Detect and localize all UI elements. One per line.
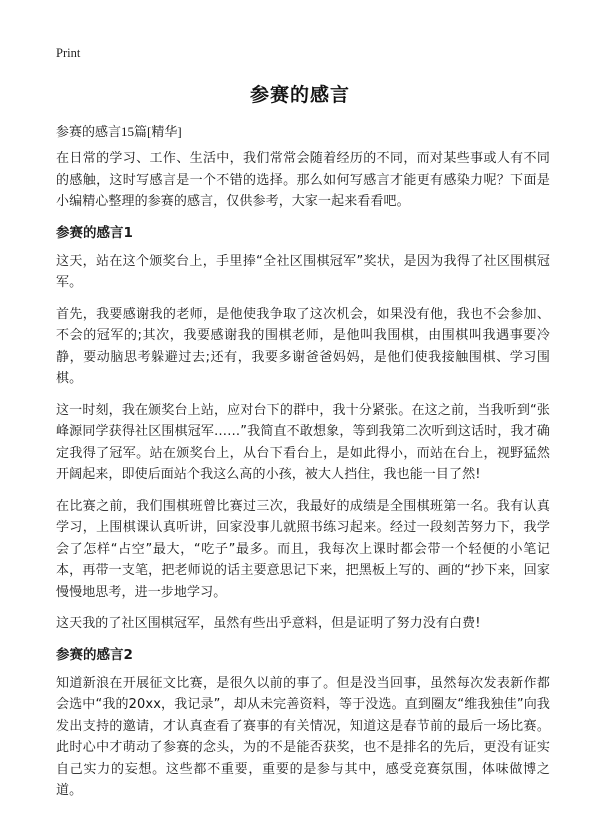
body-paragraph: 知道新浪在开展征文比赛，是很久以前的事了。但是没当回事，虽然每次发表新作都会选中“我的20xx，我记录”，却从未完善资料，等于没选。直到圈友“维我独佳”向我发出支持的邀请，才认真查看了赛事的有关情况，知道这是春节前的最后一场比赛。此时心中才萌动了参赛的念头，为的不是能否获奖，也不是排名的先后，更没有证实自己实力的妄想。这些都不重要，重要的是参与其中，感受竞赛氛围，体味做博之道。 (56, 675, 550, 798)
page-title: 参赛的感言 (249, 84, 350, 106)
document-body (56, 148, 550, 812)
section-heading: 参赛的感言2 (56, 646, 133, 663)
body-paragraph: 这一时刻，我在颁奖台上站，应对台下的群中，我十分紧张。在这之前，当我听到“张峰源同学获得社区围棋冠军……”我简直不敢想象，等到我第二次听到这话时，我才确定我得了冠军。站在颁奖台上，从台下看台上，是如此得小，而站在台上，视野猛然开阔起来，即使后面站个我这么高的小孩，被大人挡住，我也能一目了然! (56, 402, 550, 482)
body-paragraph: 这天我的了社区围棋冠军，虽然有些出乎意料，但是证明了努力没有白费! (56, 616, 481, 631)
body-paragraph: 首先，我要感谢我的老师，是他使我争取了这次机会，如果没有他，我也不会参加、不会的冠军的;其次，我要感谢我的围棋老师，是他叫我围棋，由围棋叫我遇事要冷静，要动脑思考躲避过去;还有，我要多谢爸爸妈妈，是他们使我接触围棋、学习围棋。 (56, 306, 550, 386)
document-subtitle: 参赛的感言15篇[精华] (56, 124, 182, 139)
intro-paragraph: 在日常的学习、工作、生活中，我们常常会随着经历的不同，而对某些事或人有不同的感触，这时写感言是一个不错的选择。那么如何写感言才能更有感染力呢？下面是小编精心整理的参赛的感言，仅供参考，大家一起来看看吧。 (56, 151, 550, 209)
body-paragraph: 在比赛之前，我们围棋班曾比赛过三次，我最好的成绩是全围棋班第一名。我有认真学习，上围棋课认真听讲，回家没事儿就照书练习起来。经过一段刻苦努力下，我学会了怎样“占空”最大，“吃子”最多。而且，我每次上课时都会带一个轻便的小笔记本，再带一支笔，把老师说的话主要意思记下来，把黑板上写的、画的“抄下来，回家慢慢地思考，进一步地学习。 (56, 498, 550, 600)
body-paragraph: 这天，站在这个颁奖台上，手里捧“全社区围棋冠军”奖状，是因为我得了社区围棋冠军。 (56, 253, 550, 290)
print-label[interactable]: Print (56, 46, 81, 60)
section-heading: 参赛的感言1 (56, 224, 133, 241)
